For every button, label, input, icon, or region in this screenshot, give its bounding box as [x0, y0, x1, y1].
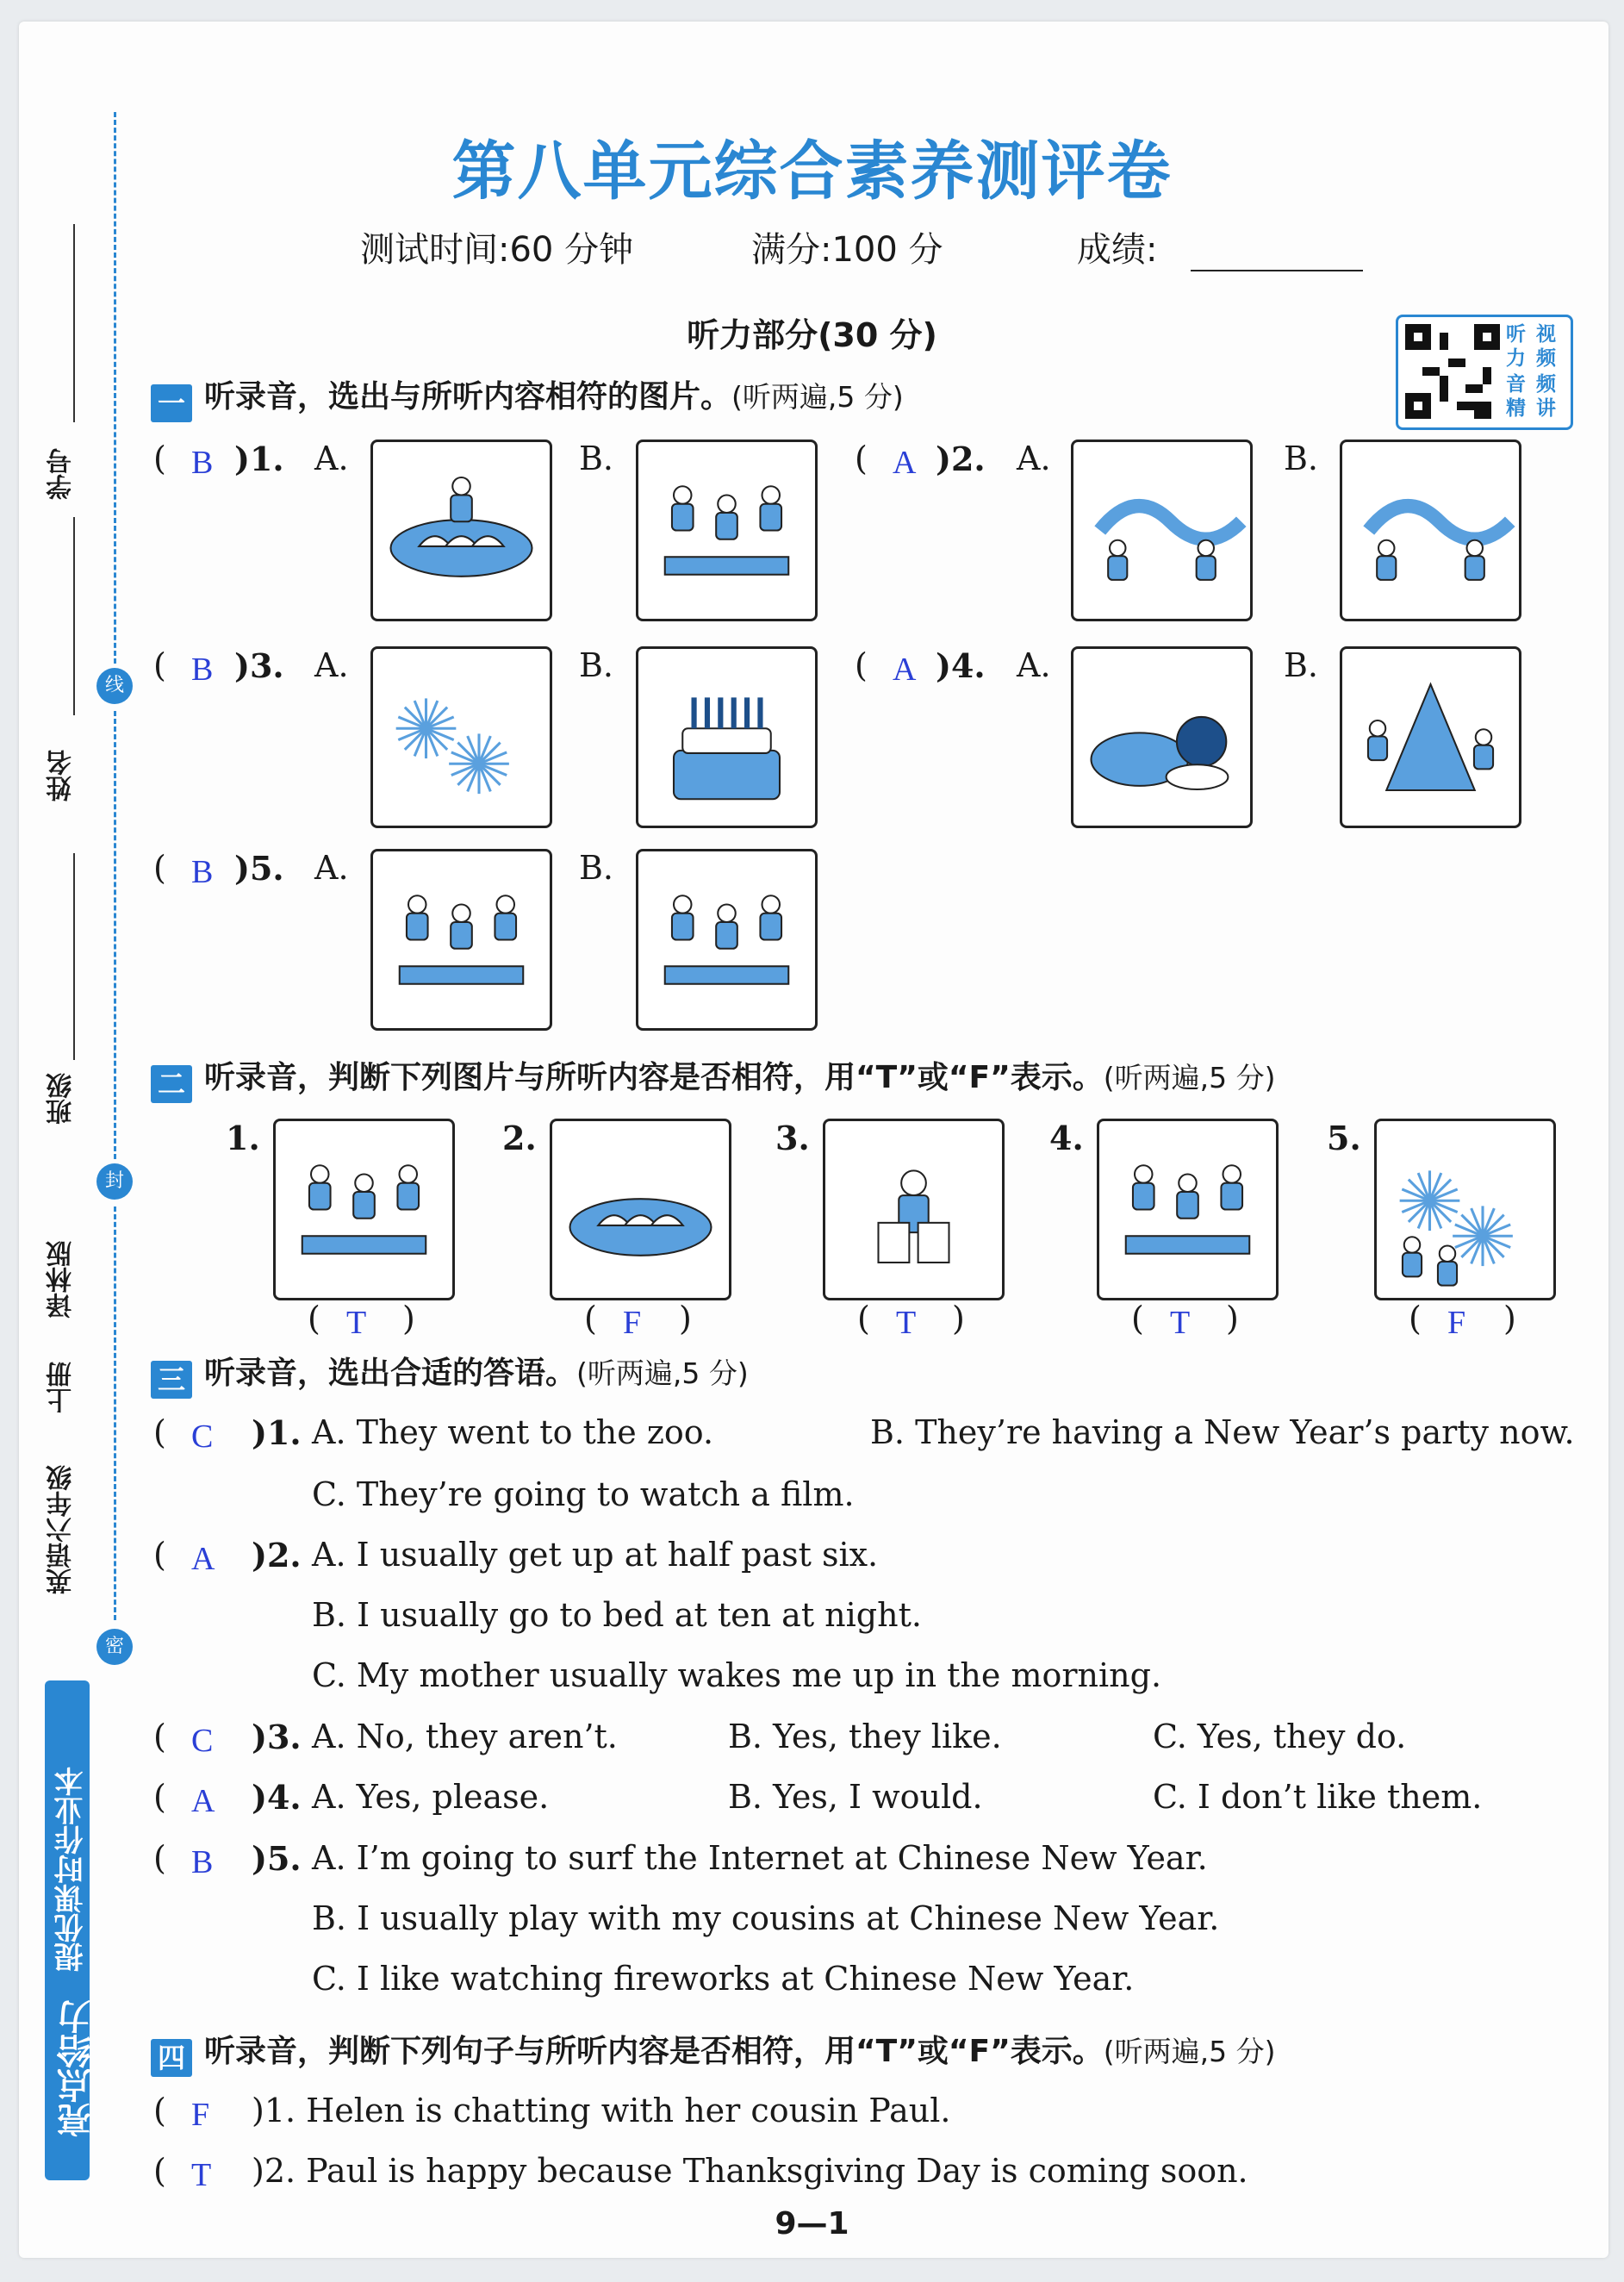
- p1-q4-paren: (: [855, 646, 868, 684]
- p1-q3-answer[interactable]: B: [191, 652, 214, 688]
- p3-q2-option-c[interactable]: C. My mother usually wakes me up in the morning.: [312, 1656, 1162, 1694]
- p1-q1-picture-b: [636, 440, 818, 621]
- grade-label: 成绩:: [1077, 230, 1158, 270]
- volume-label: 上册: [47, 1362, 77, 1413]
- p3-q1-paren: (: [153, 1413, 166, 1451]
- p1-q1-paren: (: [153, 440, 166, 477]
- p2-q2-num: 2.: [502, 1119, 537, 1157]
- p2-q2-picture: [550, 1119, 731, 1300]
- brand-name: 提优课时作业本: [54, 1767, 89, 1972]
- part4-number: 四: [151, 2039, 192, 2077]
- p3-q5-option-c[interactable]: C. I like watching fireworks at Chinese New Year.: [312, 1960, 1135, 1998]
- p3-q5-option-a[interactable]: A. I’m going to surf the Internet at Chinese New Year.: [312, 1839, 1208, 1877]
- p1-q4-label-a: A.: [1017, 646, 1051, 684]
- edition-label: 译林版: [47, 1241, 77, 1319]
- part1-heading: [151, 372, 904, 422]
- qr-caption-1: 听力: [1506, 323, 1526, 370]
- p3-q1-num: )1.: [252, 1413, 302, 1452]
- family-dinner-icon: [373, 851, 550, 1028]
- part2-heading: [151, 1053, 1276, 1103]
- p3-q3-answer[interactable]: C: [191, 1723, 214, 1759]
- time-label: 测试时间:60 分钟: [360, 230, 634, 270]
- part4-title: 听录音，判断下列句子与所听内容是否相符，用“T”或“F”表示。: [204, 2034, 1104, 2069]
- christmas-tree-icon: [1342, 649, 1519, 826]
- qr-caption-4: 频讲: [1536, 373, 1556, 420]
- p2-q3-answer[interactable]: T: [896, 1305, 917, 1341]
- qr-caption-3: 音精: [1506, 373, 1526, 420]
- part2-title: 听录音，判断下列图片与所听内容是否相符，用“T”或“F”表示。: [204, 1060, 1104, 1095]
- p1-q5-answer[interactable]: B: [191, 854, 214, 890]
- p4-q1-text: )1. Helen is chatting with her cousin Paul.: [252, 2092, 951, 2129]
- p3-q4-answer[interactable]: A: [191, 1783, 215, 1819]
- p3-q2-paren: (: [153, 1536, 166, 1574]
- p1-q4-picture-b: [1340, 646, 1521, 828]
- part4-heading: [151, 2027, 1276, 2077]
- p2-q4-paren-close: ): [1226, 1300, 1239, 1337]
- p3-q4-option-b[interactable]: B. Yes, I would.: [728, 1778, 983, 1816]
- p1-q2-answer[interactable]: A: [893, 445, 917, 481]
- p3-q4-option-a[interactable]: A. Yes, please.: [312, 1778, 550, 1816]
- p1-q3-label-b: B.: [579, 646, 614, 684]
- part1-number: 一: [151, 384, 192, 422]
- p1-q3-picture-b: [636, 646, 818, 828]
- p3-q1-option-c[interactable]: C. They’re going to watch a film.: [312, 1475, 855, 1513]
- p1-q4-label-b: B.: [1284, 646, 1319, 684]
- qr-panel[interactable]: [1396, 315, 1573, 430]
- p1-q5-num: )5.: [234, 849, 284, 888]
- p1-q1-answer[interactable]: B: [191, 445, 214, 481]
- p1-q5-label-b: B.: [579, 849, 614, 887]
- p3-q1-option-a[interactable]: A. They went to the zoo.: [312, 1413, 714, 1451]
- p3-q2-num: )2.: [252, 1536, 302, 1574]
- family-visit-icon: [1099, 1121, 1276, 1298]
- p1-q1-label-a: A.: [314, 440, 349, 477]
- p1-q2-label-b: B.: [1284, 440, 1319, 477]
- p2-q5-num: 5.: [1327, 1119, 1361, 1157]
- p3-q3-paren: (: [153, 1718, 166, 1755]
- p1-q2-label-a: A.: [1017, 440, 1051, 477]
- name-label: 姓名: [47, 750, 77, 801]
- dumplings-plate-icon: [552, 1121, 729, 1298]
- part2-number: 二: [151, 1065, 192, 1103]
- p4-q2-paren: (: [153, 2152, 166, 2190]
- p3-q3-num: )3.: [252, 1718, 302, 1756]
- p3-q5-num: )5.: [252, 1839, 302, 1878]
- p1-q5-paren: (: [153, 849, 166, 887]
- p2-q3-paren-open: (: [857, 1300, 870, 1337]
- p1-q4-picture-a: [1071, 646, 1253, 828]
- section-heading: 听力部分(30 分): [687, 316, 937, 354]
- seal-mark-seal: 封: [96, 1163, 133, 1200]
- p2-q1-picture: [273, 1119, 455, 1300]
- part1-title: 听录音，选出与所听内容相符的图片。: [204, 379, 732, 415]
- part2-note: (听两遍,5 分): [1103, 1061, 1276, 1094]
- p1-q2-picture-b: [1340, 440, 1521, 621]
- p1-q3-label-a: A.: [314, 646, 349, 684]
- subject-label: 英语六年级: [47, 1465, 77, 1594]
- p2-q5-paren-open: (: [1409, 1300, 1422, 1337]
- part3-heading: [151, 1349, 749, 1399]
- series-name: 亮点给力: [57, 1999, 96, 2137]
- p2-q1-num: 1.: [226, 1119, 260, 1157]
- p1-q3-num: )3.: [234, 646, 284, 685]
- p2-q3-picture: [823, 1119, 1005, 1300]
- p4-q2-text: )2. Paul is happy because Thanksgiving Day is coming soon.: [252, 2152, 1248, 2190]
- p1-q3-picture-a: [370, 646, 552, 828]
- p2-q1-paren-open: (: [308, 1300, 320, 1337]
- qr-caption-2: 视频: [1536, 323, 1556, 370]
- part3-title: 听录音，选出合适的答语。: [204, 1356, 577, 1391]
- seal-mark-secret: 密: [96, 1629, 133, 1665]
- p1-q2-num: )2.: [936, 440, 986, 478]
- p1-q3-paren: (: [153, 646, 166, 684]
- fireworks-icon: [373, 649, 550, 826]
- cut-line-2: [114, 711, 116, 1159]
- p2-q1-answer[interactable]: T: [346, 1305, 367, 1341]
- red-packets-icon: [825, 1121, 1002, 1298]
- p1-q5-picture-a: [370, 849, 552, 1031]
- girl-eating-dumplings-icon: [638, 442, 815, 619]
- p2-q4-paren-open: (: [1131, 1300, 1144, 1337]
- turkey-pumpkin-icon: [1073, 649, 1250, 826]
- student-no-line-2: [73, 517, 75, 715]
- p1-q5-picture-b: [636, 849, 818, 1031]
- family-visit-icon: [638, 851, 815, 1028]
- p3-q4-num: )4.: [252, 1778, 302, 1817]
- qr-code-icon: [1405, 324, 1500, 419]
- p3-q2-answer[interactable]: A: [191, 1541, 215, 1577]
- p3-q1-answer[interactable]: C: [191, 1418, 214, 1455]
- p3-q2-option-b[interactable]: B. I usually go to bed at ten at night.: [312, 1596, 922, 1634]
- dumplings-making-icon: [373, 442, 550, 619]
- p2-q3-paren-close: ): [952, 1300, 965, 1337]
- part3-note: (听两遍,5 分): [576, 1356, 749, 1390]
- grade-blank[interactable]: [1191, 270, 1363, 271]
- p2-q5-picture: [1374, 1119, 1556, 1300]
- p3-q4-option-c[interactable]: C. I don’t like them.: [1153, 1778, 1483, 1816]
- score-label: 满分:100 分: [751, 230, 943, 270]
- p3-q5-paren: (: [153, 1839, 166, 1877]
- p3-q3-option-a[interactable]: A. No, they aren’t.: [312, 1718, 618, 1755]
- p4-q1-paren: (: [153, 2092, 166, 2129]
- p2-q4-picture: [1097, 1119, 1279, 1300]
- p2-q4-answer[interactable]: T: [1170, 1305, 1191, 1341]
- student-no-label: 学号: [47, 448, 77, 500]
- p3-q5-option-b[interactable]: B. I usually play with my cousins at Chinese New Year.: [312, 1899, 1220, 1937]
- dragon-dance-icon: [1342, 442, 1519, 619]
- seal-mark-line: 线: [96, 668, 133, 704]
- p1-q2-paren: (: [855, 440, 868, 477]
- p2-q2-answer[interactable]: F: [623, 1305, 642, 1341]
- page-title: 第八单元综合素养测评卷: [451, 134, 1173, 209]
- p1-q5-label-a: A.: [314, 849, 349, 887]
- part1-note: (听两遍,5 分): [731, 380, 904, 414]
- p2-q2-paren-open: (: [584, 1300, 597, 1337]
- cut-line-3: [114, 1206, 116, 1620]
- p2-q3-num: 3.: [775, 1119, 810, 1157]
- part4-note: (听两遍,5 分): [1103, 2035, 1276, 2068]
- p2-q5-paren-close: ): [1503, 1300, 1516, 1337]
- p3-q5-answer[interactable]: B: [191, 1844, 214, 1880]
- part3-number: 三: [151, 1361, 192, 1399]
- p3-q4-paren: (: [153, 1778, 166, 1816]
- page-number: 9—1: [775, 2206, 849, 2241]
- p1-q1-num: )1.: [234, 440, 284, 478]
- p3-q1-option-b[interactable]: B. They’re having a New Year’s party now.: [870, 1413, 1575, 1451]
- p3-q3-option-c[interactable]: C. Yes, they do.: [1153, 1718, 1407, 1755]
- p2-q4-num: 4.: [1049, 1119, 1084, 1157]
- p1-q1-picture-a: [370, 440, 552, 621]
- p2-q2-paren-close: ): [679, 1300, 692, 1337]
- p2-q1-paren-close: ): [402, 1300, 415, 1337]
- name-line: [73, 853, 75, 1060]
- p3-q2-option-a[interactable]: A. I usually get up at half past six.: [312, 1536, 879, 1574]
- p1-q4-num: )4.: [936, 646, 986, 685]
- class-label: 班级: [47, 1073, 77, 1125]
- lion-dance-icon: [1073, 442, 1250, 619]
- p1-q4-answer[interactable]: A: [893, 652, 917, 688]
- watching-fireworks-icon: [1377, 1121, 1553, 1298]
- p2-q5-answer[interactable]: F: [1447, 1305, 1466, 1341]
- p1-q1-label-b: B.: [579, 440, 614, 477]
- p4-q1-answer[interactable]: F: [191, 2097, 210, 2133]
- p3-q3-option-b[interactable]: B. Yes, they like.: [728, 1718, 1002, 1755]
- family-dinner-icon: [276, 1121, 452, 1298]
- birthday-cake-icon: [638, 649, 815, 826]
- p1-q2-picture-a: [1071, 440, 1253, 621]
- p4-q2-answer[interactable]: T: [191, 2157, 212, 2193]
